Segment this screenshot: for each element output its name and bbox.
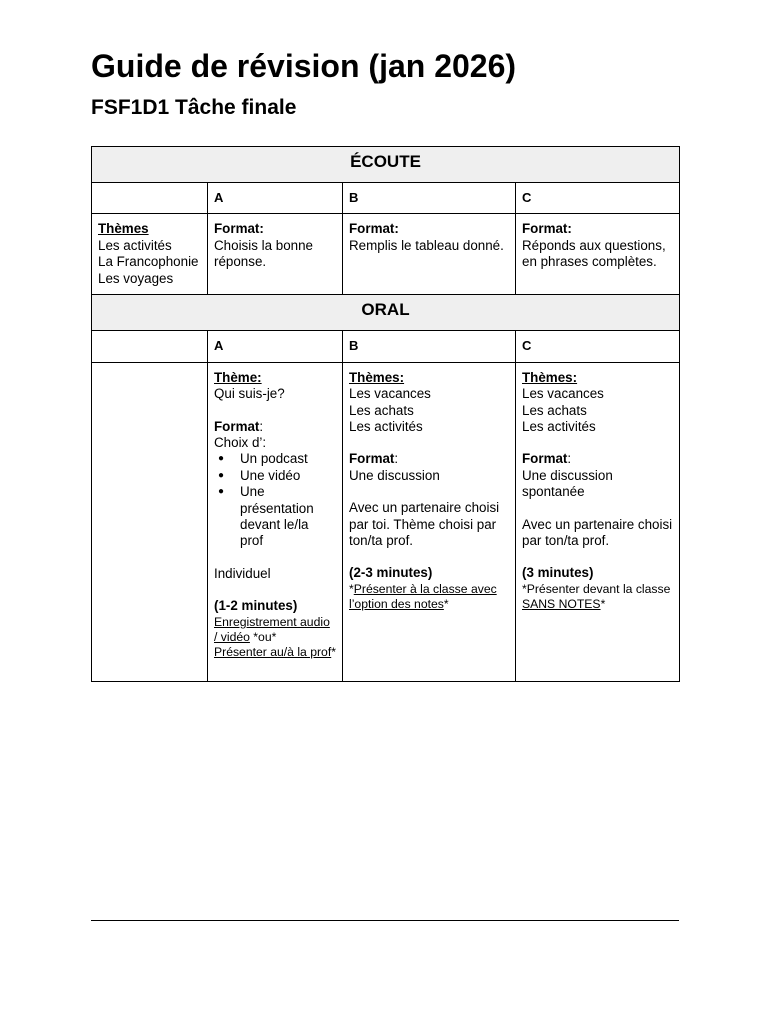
oral-c-format-label: Format [522, 451, 568, 467]
oral-empty-header [92, 331, 208, 362]
oral-b-format-label: Format [349, 451, 395, 467]
oral-a-format-colon: : [259, 418, 264, 434]
oral-a-theme-label: Thème: [214, 369, 262, 385]
list-item: ● Une vidéo [240, 468, 336, 484]
spacer [349, 484, 509, 500]
oral-c-note-end: * [600, 596, 606, 611]
spacer [349, 549, 509, 565]
ecoute-theme-item: Les activités [98, 237, 172, 253]
ecoute-col-c: C [516, 183, 680, 214]
oral-c-format-heading [522, 451, 673, 467]
ecoute-a-format-label: Format: [214, 221, 264, 237]
oral-b-theme-item: Les activités [349, 419, 423, 435]
oral-a-options-list [214, 451, 336, 549]
oral-a-delivery-end: * [331, 644, 336, 659]
oral-c-note [522, 582, 673, 612]
oral-c-cell [516, 362, 680, 681]
oral-b-note-text: Présenter à la classe avec l’option des notes [349, 581, 497, 611]
ecoute-theme-item: Les voyages [98, 270, 174, 286]
ecoute-b-format: Remplis le tableau donné. [349, 237, 504, 253]
oral-a-format-label: Format [214, 418, 260, 434]
ecoute-theme-item: La Francophonie [98, 254, 199, 270]
page-subtitle: FSF1D1 Tâche finale [91, 96, 297, 119]
oral-col-c: C [516, 331, 680, 362]
oral-c-theme-item: Les vacances [522, 386, 604, 402]
ecoute-empty-header [92, 183, 208, 214]
spacer [522, 501, 673, 517]
page-title: Guide de révision (jan 2026) [91, 48, 517, 84]
ecoute-a-cell [208, 214, 343, 295]
oral-c-note-pre: *Présenter devant la classe [522, 581, 671, 596]
oral-a-theme: Qui suis-je? [214, 386, 285, 402]
oral-c-theme-item: Les activités [522, 419, 596, 435]
ecoute-column-header-row [92, 183, 680, 214]
oral-b-duration: (2-3 minutes) [349, 565, 433, 581]
oral-c-note-ul: SANS NOTES [522, 596, 601, 611]
spacer [214, 550, 336, 566]
oral-c-themes-label: Thèmes: [522, 369, 578, 385]
oral-b-format: Une discussion [349, 467, 440, 483]
oral-col-b: B [343, 331, 516, 362]
oral-a-format-intro: Choix d’: [214, 435, 267, 451]
ecoute-col-b: B [343, 183, 516, 214]
ecoute-b-format-label: Format: [349, 221, 399, 237]
oral-b-theme-item: Les achats [349, 402, 414, 418]
ecoute-themes-label: Thèmes [98, 221, 149, 237]
oral-b-themes-label: Thèmes: [349, 369, 405, 385]
oral-a-delivery-2: Présenter au/à la prof [214, 644, 332, 659]
oral-b-format-colon: : [394, 451, 399, 467]
oral-heading: ORAL [92, 295, 680, 331]
list-item: ● Une présentation devant le/la prof [240, 484, 320, 550]
ecoute-themes-cell [92, 214, 208, 295]
oral-a-delivery-1: Enregistrement audio / vidéo [214, 614, 330, 644]
spacer [522, 435, 673, 451]
spacer [522, 549, 673, 565]
footer-divider [91, 920, 679, 921]
spacer [214, 403, 336, 419]
oral-c-format: Une discussion spontanée [522, 467, 613, 500]
oral-a-cell [208, 362, 343, 681]
ecoute-c-cell [516, 214, 680, 295]
oral-a-delivery [214, 615, 336, 660]
oral-a-duration: (1-2 minutes) [214, 598, 298, 614]
oral-a-delivery-or: *ou* [249, 629, 277, 644]
oral-c-partner: Avec un partenaire choisi par ton/ta prof. [522, 516, 673, 549]
ecoute-b-cell [343, 214, 516, 295]
oral-a-mode: Individuel [214, 565, 271, 581]
oral-c-theme-item: Les achats [522, 402, 587, 418]
oral-b-note [349, 582, 509, 612]
ecoute-heading: ÉCOUTE [92, 147, 680, 183]
oral-section-row [92, 295, 680, 331]
oral-c-duration: (3 minutes) [522, 565, 594, 581]
oral-b-note-star: * [349, 581, 354, 596]
oral-c-format-colon: : [567, 451, 572, 467]
ecoute-col-a: A [208, 183, 343, 214]
ecoute-content-row [92, 214, 680, 295]
oral-b-cell [343, 362, 516, 681]
oral-b-partner: Avec un partenaire choisi par toi. Thème choisi par ton/ta prof. [349, 500, 500, 549]
oral-b-format-heading [349, 451, 509, 467]
oral-empty-cell [92, 362, 208, 681]
oral-a-format-heading [214, 419, 336, 435]
oral-col-a: A [208, 331, 343, 362]
oral-column-header-row [92, 331, 680, 362]
oral-b-theme-item: Les vacances [349, 386, 431, 402]
ecoute-section-row [92, 147, 680, 183]
oral-b-note-end: * [443, 596, 449, 611]
ecoute-c-format: Réponds aux questions, en phrases complètes. [522, 237, 666, 270]
revision-table [91, 146, 680, 682]
ecoute-a-format: Choisis la bonne réponse. [214, 237, 314, 270]
ecoute-c-format-label: Format: [522, 221, 572, 237]
list-item: ● Un podcast [240, 451, 336, 467]
spacer [214, 582, 336, 598]
spacer [349, 435, 509, 451]
oral-content-row [92, 362, 680, 681]
